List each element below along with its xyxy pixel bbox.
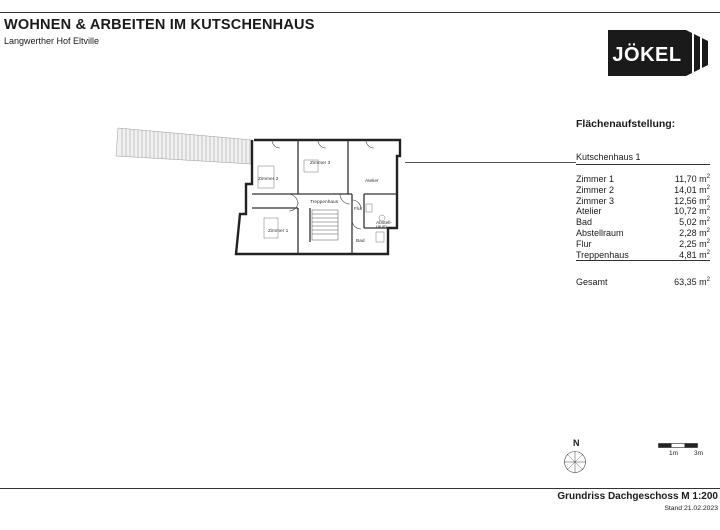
room-row [576,217,710,228]
room-name: Abstellraum [576,227,624,238]
scale-label-3m: 3m [694,450,704,457]
room-name: Flur [576,238,592,249]
room-label-z3: Zimmer 3 [310,161,331,166]
room-area: 11,70 $m^2$ [674,174,710,184]
walls [236,140,400,254]
room-row [576,206,710,217]
roof-hatch [116,128,252,164]
room-row [576,196,710,207]
room-name: Atelier [576,206,602,217]
joekel-logo [608,30,710,76]
room-area: 2,28 $m^2$ [679,227,710,238]
room-area-list [576,174,710,261]
plan-title: Grundriss Dachgeschoss M 1:200 [557,491,718,502]
room-label-flur: Flur [354,207,363,212]
room-area: 12,56 $m^2$ [674,195,710,206]
room-row [576,239,710,250]
room-name: Treppenhaus [576,249,629,260]
room-label-z2: Zimmer 2 [258,177,279,182]
room-name: Zimmer 2 [576,184,614,195]
room-label-trep: Treppenhaus [310,200,339,205]
top-rule [0,12,720,13]
leader-line [405,162,576,163]
room-area: 4,81 $m^2$ [679,249,710,260]
room-row [576,185,710,196]
scale-bar [658,443,698,449]
north-letter: N [573,438,580,448]
building-name: Kutschenhaus 1 [576,152,710,165]
total-area: 63,35 $m^2$ [674,277,710,287]
floor-plan [112,124,412,264]
room-row [576,250,710,262]
room-label-abst: Abstell-raum [376,221,392,230]
room-area: 2,25 $m^2$ [679,238,710,249]
bottom-rule [0,488,720,489]
north-arrow-icon [563,450,587,474]
total-label: Gesamt [576,277,608,287]
document-title: WOHNEN & ARBEITEN IM KUTSCHENHAUS [4,17,315,33]
room-area: 5,02 $m^2$ [679,217,710,228]
room-name: Zimmer 3 [576,195,614,206]
room-area: 14,01 $m^2$ [674,184,710,195]
door-swings [272,140,374,229]
interior-walls [252,140,397,254]
room-label-z1: Zimmer 1 [268,229,289,234]
total-row [576,277,710,287]
scale-label-1m: 1m [669,450,679,457]
room-row [576,228,710,239]
room-area: 10,72 $m^2$ [674,206,710,217]
room-label-atelier: Atelier [365,179,379,184]
plan-date: Stand 21.02.2023 [664,505,718,512]
svg-text:JÖKEL: JÖKEL [612,44,682,66]
room-label-bad: Bad [356,239,365,244]
room-name: Zimmer 1 [576,174,614,184]
room-row [576,174,710,185]
stairs [312,210,338,240]
room-labels [258,160,392,244]
area-summary-title: Flächenaufstellung: [576,118,676,130]
document-subtitle: Langwerther Hof Eltville [4,36,100,46]
room-name: Bad [576,217,593,228]
